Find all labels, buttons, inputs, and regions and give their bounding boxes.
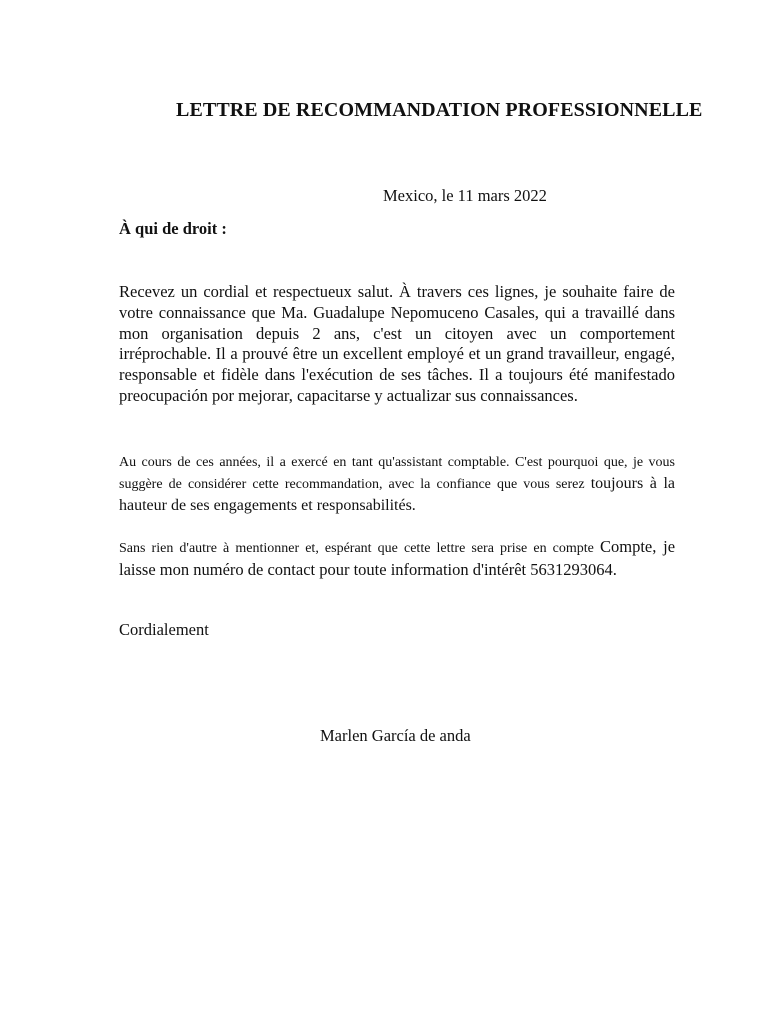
signature-name: Marlen García de anda [320,726,471,745]
salutation: À qui de droit : [119,219,227,238]
closing: Cordialement [119,620,209,639]
paragraph-contact-text: Sans rien d'autre à mentionner et, espérant que cette lettre sera prise en compte [119,541,594,556]
letter-title: LETTRE DE RECOMMANDATION PROFESSIONNELLE [176,99,703,121]
paragraph-duties [119,452,675,517]
paragraph-duties-text-continued: toujours à la hauteur de ses engagements et responsabilités. [119,475,676,514]
letter-date: Mexico, le 11 mars 2022 [383,186,547,205]
paragraph-contact-text-continued: Compte, je laisse mon numéro de contact pour toute information d'intérêt 5631293064. [119,537,676,579]
paragraph-duties-text: Au cours de ces années, il a exercé en tant qu'assistant comptable. C'est pourquoi que, je vous suggère de considérer cette recommandation, avec la confiance que vous serez [119,455,675,492]
paragraph-intro: Recevez un cordial et respectueux salut. À travers ces lignes, je souhaite faire de votre connaissance que Ma. Guadalupe Nepomuceno Casales, qui a travaillé dans mon organisation depuis 2 ans, c'est un citoyen avec un comportement irréprochable. Il a prouvé être un excellent employé et un grand travailleur, engagé, responsable et fidèle dans l'exécution de ses tâches. Il a toujours été manifestado preocupación por mejorar, capacitarse y actualizar sus connaissances. [119,282,675,405]
paragraph-contact [119,536,675,582]
